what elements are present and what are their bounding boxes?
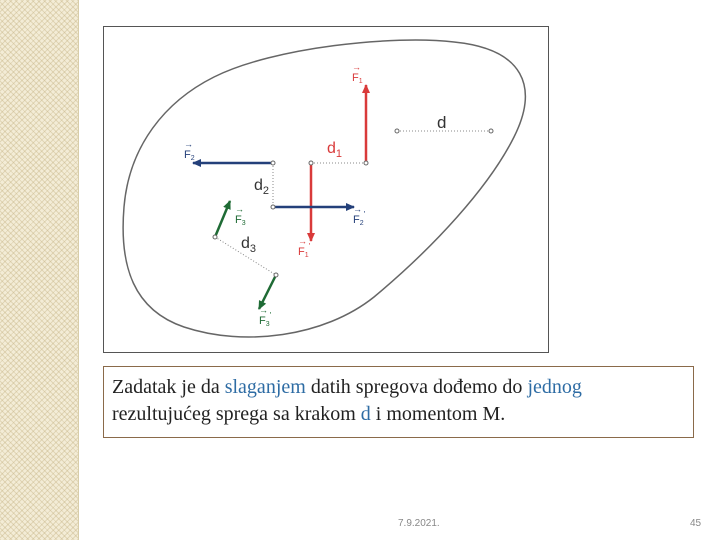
- f3-bottom-arrow: [259, 275, 276, 309]
- caption-text-1: Zadatak je da: [112, 376, 225, 398]
- decorative-side-stripe: [0, 0, 79, 540]
- caption-text-2: datih spregova dođemo do: [305, 376, 528, 398]
- f1-top-label: F1: [352, 72, 363, 85]
- d-endpoint-right: [489, 129, 493, 133]
- f2-right-label: F2': [353, 210, 366, 227]
- footer-date: 7.9.2021.: [398, 518, 440, 529]
- f1-bottom-vector-mark: →: [298, 236, 307, 246]
- f1-bottom-label: F1': [298, 242, 311, 259]
- task-caption: [103, 366, 694, 438]
- f2-left-origin: [271, 161, 275, 165]
- body-outline: [123, 40, 525, 337]
- f3-top-arrow: [215, 201, 230, 237]
- caption-text-3: rezultujućeg sprega sa krakom: [112, 403, 361, 425]
- f1-top-origin: [364, 161, 368, 165]
- f3-top-label: F3: [235, 214, 246, 227]
- caption-highlight-slaganjem: slaganjem: [224, 376, 306, 398]
- caption-text-4: i momentom M.: [370, 403, 506, 425]
- d1-label: $d_1$: [327, 140, 343, 160]
- diagram-figure: [103, 26, 549, 353]
- d3-label: $d_3$: [241, 235, 257, 255]
- page-number: 45: [690, 518, 702, 529]
- d2-label: $d_2$: [254, 177, 270, 197]
- f3-bottom-vector-mark: →: [259, 305, 268, 315]
- f2-right-vector-mark: →: [353, 204, 362, 214]
- f3-top-vector-mark: →: [235, 204, 244, 214]
- f1-bottom-origin: [309, 161, 313, 165]
- d-endpoint-left: [395, 129, 399, 133]
- f3-top-origin: [213, 235, 217, 239]
- caption-highlight-jednog: jednog: [527, 376, 582, 398]
- f2-left-label: F2: [184, 149, 195, 162]
- f3-bottom-label: F3': [259, 311, 272, 328]
- force-couples-diagram: [104, 27, 550, 354]
- d-label: d: [437, 113, 447, 132]
- f2-left-vector-mark: →: [184, 139, 193, 149]
- f1-top-vector-mark: →: [352, 62, 361, 72]
- f2-right-origin: [271, 205, 275, 209]
- caption-highlight-d: d: [360, 403, 371, 425]
- f3-bottom-origin: [274, 273, 278, 277]
